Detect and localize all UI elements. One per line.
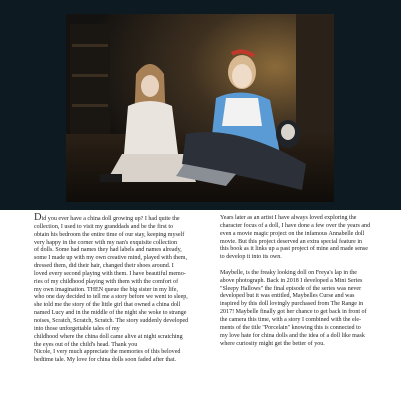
article-line: very happy in the corner with my nan's exquisite collection (34, 239, 177, 246)
article-line: developed but it was entitled, Maybelles Curse and was (220, 293, 355, 300)
article-line: movie. But this project deserved an extra special feature in (220, 238, 363, 245)
article-right-column (220, 215, 398, 356)
article-line: noises, Scratch, Scratch, Scratch. The story suddenly developed (34, 317, 189, 324)
article-line: my love hate for china dolls and the idea of a doll like mask (220, 332, 365, 339)
article-line: obtain his bedroom the entire time of our stay, keeping myself (34, 231, 185, 238)
article-line: loved every second playing with them. I have beautiful memo- (34, 270, 186, 277)
article-line: Years later as an artist I have always loved exploring the (220, 215, 357, 221)
article-line: character focus of a doll, I have done a few over the years and (220, 222, 371, 229)
article-line: inspired by this doll lovingly purchased from The Range in (220, 301, 364, 308)
article-line: to develop it into its own. (220, 254, 282, 261)
article-line: into those unforgettable tales of my (34, 325, 120, 332)
article-line: some I made up with my own creative mind, played with them, (34, 255, 187, 262)
article-paragraph (220, 270, 398, 348)
article-paragraph (220, 215, 398, 262)
article-line: ries of my childhood playing with them with the comfort of (34, 278, 179, 285)
article-line: bedtime tale. My love for china dolls soon faded after that. (34, 357, 177, 364)
article-line: Maybelle, is the freaky looking doll on Freya's lap in the (220, 269, 357, 276)
article-line: ments of the title "Porcelain" knowing this is connected to (220, 324, 361, 331)
article-line: 2017! Maybelle finally got her chance to get back in front of (220, 309, 367, 316)
article-line: collection, I used to visit my granddads and be the first to (34, 223, 174, 230)
article-left-column (34, 212, 216, 365)
article-line: childhood where the china doll came alive at night scratching (34, 333, 183, 340)
article-line: the camera this time, with a story I combined with the ele- (220, 316, 362, 323)
article-line: who one day decided to tell me a story before we went to sleep, (34, 294, 188, 301)
article-line: where curiosity might get the better of you. (220, 340, 325, 347)
article-line: my own imagination. THEN queue the big sister in my life, (34, 286, 178, 293)
photo-scene-image (66, 14, 334, 202)
article-line: "Sleepy Hallows" the final episode of the series was never (220, 285, 362, 292)
article-line: she told me the story of the little girl that owned a china doll (34, 302, 181, 309)
article-line: this book as it links up a past project of mine and made sense (220, 246, 368, 253)
article-line (34, 212, 216, 224)
article-line: named Lucy and in the middle of the night she woke to strange (34, 310, 187, 317)
article-line: dressed them, did their hair, changed their shoes around. I (34, 263, 174, 270)
article-line: above photograph. Back in 2018 I developed a Mini Series (220, 277, 363, 284)
article-line: Nicole, I very much appreciate the memories of this beloved (34, 349, 181, 356)
article-line-text: id you ever have a china doll growing up? I had quite the (41, 216, 180, 222)
drop-cap: D (34, 212, 42, 223)
article-line: even a movie magic project on the infamous Annabelle doll (220, 230, 365, 237)
article-line: of dolls. Some had names they had labels and names already, (34, 247, 182, 254)
article-line: the eyes out of the child's head. Thank you (34, 341, 138, 348)
